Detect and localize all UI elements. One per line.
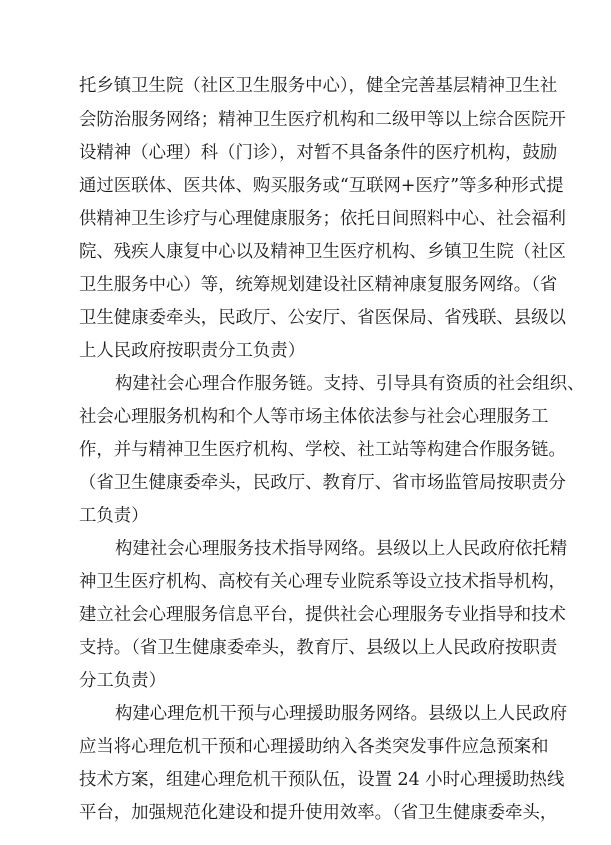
text-line: 托乡镇卫生院（社区卫生服务中心），健全完善基层精神卫生社 <box>79 76 558 96</box>
text-line: 技术方案，组建心理危机干预队伍，设置 24 小时心理援助热线 <box>79 770 565 790</box>
text-line: 上人民政府按职责分工负责） <box>79 341 306 361</box>
paragraph-start-line: 构建社会心理服务技术指导网络。县级以上人民政府依托精 <box>115 539 568 559</box>
text-line: （省卫生健康委牵头，民政厅、教育厅、省市场监管局按职责分 <box>79 473 566 493</box>
text-line: 建立社会心理服务信息平台，提供社会心理服务专业指导和技术 <box>79 605 566 625</box>
text-line: 供精神卫生诊疗与心理健康服务；依托日间照料中心、社会福利 <box>79 209 566 229</box>
paragraph-start-line: 构建社会心理合作服务链。支持、引导具有资质的社会组织、 <box>115 374 585 394</box>
text-line: 作，并与精神卫生医疗机构、学校、社工站等构建合作服务链。 <box>79 440 566 460</box>
text-line: 分工负责） <box>79 671 166 691</box>
text-line: 工负责） <box>79 506 149 526</box>
text-line: 院、残疾人康复中心以及精神卫生医疗机构、乡镇卫生院（社区 <box>79 242 566 262</box>
text-line: 应当将心理危机干预和心理援助纳入各类突发事件应急预案和 <box>79 737 549 757</box>
text-line: 通过医联体、医共体、购买服务或“互联网+医疗”等多种形式提 <box>79 176 564 196</box>
text-line: 支持。（省卫生健康委牵头，教育厅、县级以上人民政府按职责 <box>79 638 558 658</box>
text-line: 卫生服务中心）等，统筹规划建设社区精神康复服务网络。（省 <box>79 275 558 295</box>
text-line: 神卫生医疗机构、高校有关心理专业院系等设立技术指导机构， <box>79 572 566 592</box>
text-line: 平台，加强规范化建设和提升使用效率。（省卫生健康委牵头， <box>79 803 558 823</box>
text-line: 社会心理服务机构和个人等市场主体依法参与社会心理服务工 <box>79 407 549 427</box>
text-line: 卫生健康委牵头，民政厅、公安厅、省医保局、省残联、县级以 <box>79 308 566 328</box>
paragraph-start-line: 构建心理危机干预与心理援助服务网络。县级以上人民政府 <box>115 704 568 724</box>
text-line: 会防治服务网络；精神卫生医疗机构和二级甲等以上综合医院开 <box>79 110 566 130</box>
text-line: 设精神（心理）科（门诊），对暂不具备条件的医疗机构，鼓励 <box>79 143 558 163</box>
